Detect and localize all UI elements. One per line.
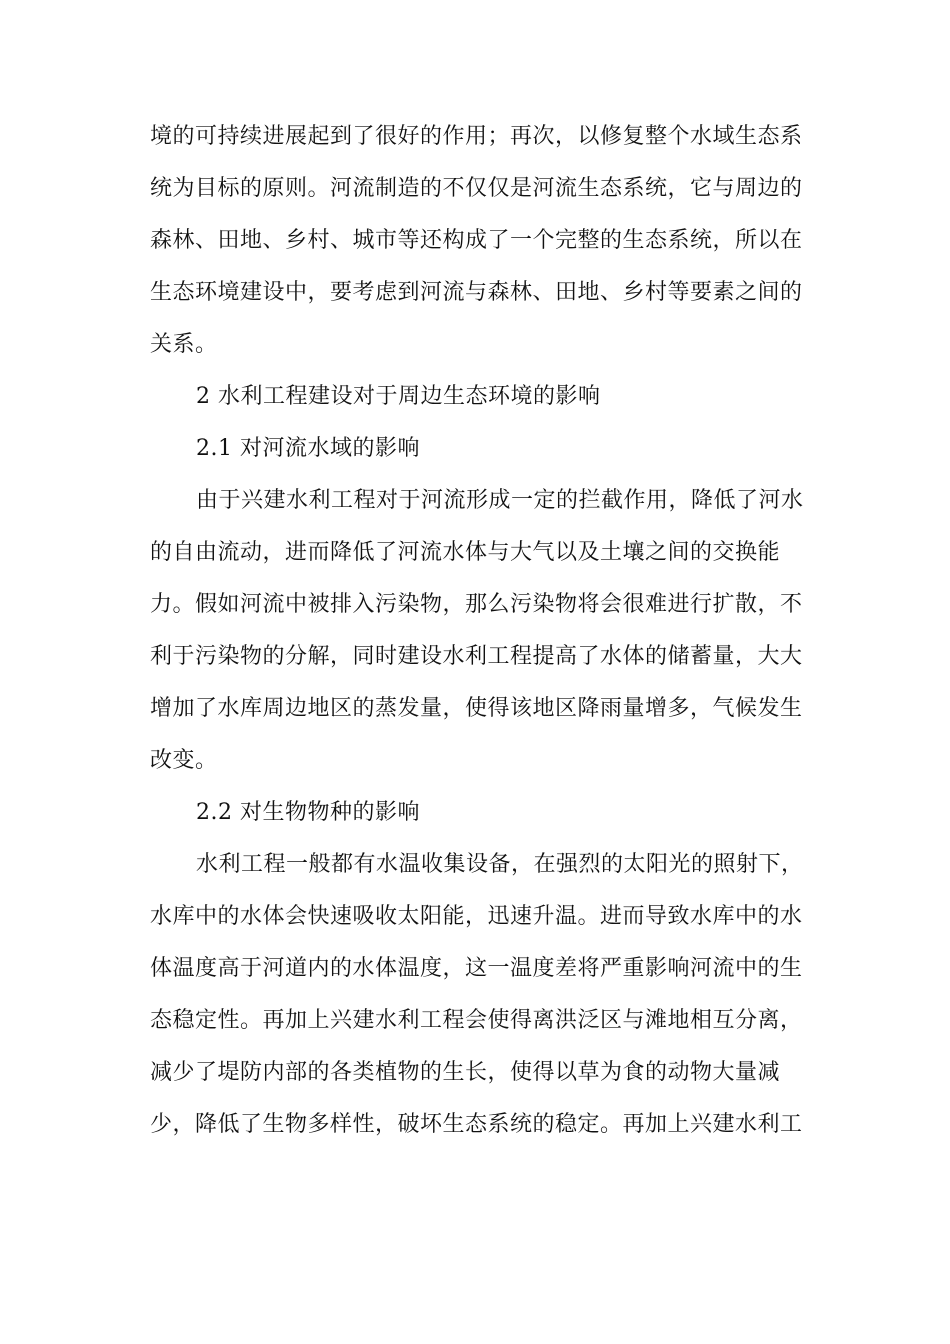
paragraph-line: 少，降低了生物多样性，破坏生态系统的稳定。再加上兴建水利工 [150,1112,803,1137]
paragraph-line: 减少了堤防内部的各类植物的生长，使得以草为食的动物大量减 [150,1060,781,1085]
paragraph-line: 态稳定性。再加上兴建水利工程会使得离洪泛区与滩地相互分离， [150,1008,803,1033]
paragraph-line: 统为目标的原则。河流制造的不仅仅是河流生态系统，它与周边的 [150,176,803,201]
subsection-heading: 2.2 对生物物种的影响 [196,800,420,825]
paragraph-line: 森林、田地、乡村、城市等还构成了一个完整的生态系统，所以在 [150,228,803,253]
paragraph-line: 关系。 [150,332,218,357]
paragraph-line: 水利工程一般都有水温收集设备，在强烈的太阳光的照射下， [196,852,804,877]
paragraph-line: 生态环境建设中，要考虑到河流与森林、田地、乡村等要素之间的 [150,280,803,305]
paragraph-line: 的自由流动，进而降低了河流水体与大气以及土壤之间的交换能 [150,540,781,565]
paragraph-line: 境的可持续进展起到了很好的作用；再次，以修复整个水域生态系 [150,124,803,149]
paragraph-line: 由于兴建水利工程对于河流形成一定的拦截作用，降低了河水 [196,488,804,513]
paragraph-line: 体温度高于河道内的水体温度，这一温度差将严重影响河流中的生 [150,956,803,981]
paragraph-line: 改变。 [150,748,218,773]
paragraph-line: 增加了水库周边地区的蒸发量，使得该地区降雨量增多，气候发生 [150,696,803,721]
subsection-heading: 2.1 对河流水域的影响 [196,436,420,461]
section-heading: 2 水利工程建设对于周边生态环境的影响 [196,384,601,409]
paragraph-line: 利于污染物的分解，同时建设水利工程提高了水体的储蓄量，大大 [150,644,803,669]
paragraph-line: 力。假如河流中被排入污染物，那么污染物将会很难进行扩散，不 [150,592,803,617]
paragraph-line: 水库中的水体会快速吸收太阳能，迅速升温。进而导致水库中的水 [150,904,803,929]
